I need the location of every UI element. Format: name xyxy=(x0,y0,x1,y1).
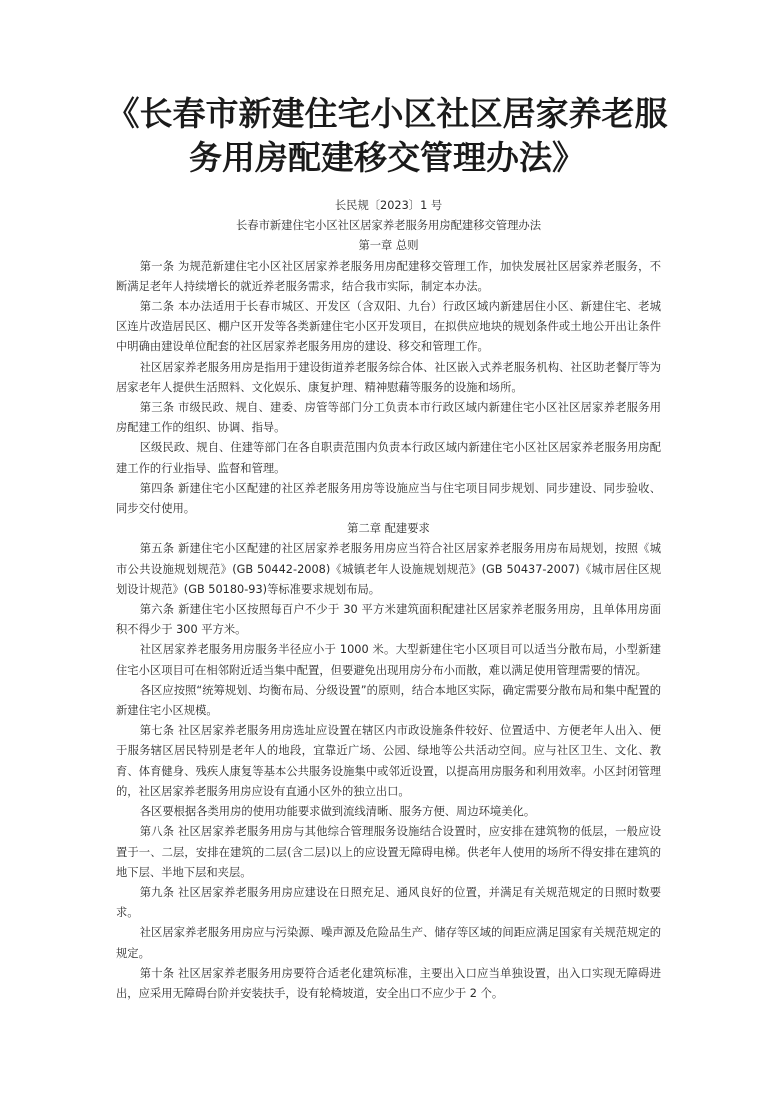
document-number: 长民规〔2023〕1 号 xyxy=(334,199,443,212)
chapter-2-heading: 第二章 配建要求 xyxy=(347,522,430,536)
article-10: 第十条 社区居家养老服务用房要符合适老化建筑标准，主要出入口应当单独设置，出入口实现无障碍进出，应采用无障碍台阶并安装扶手，设有轮椅坡道，安全出口不应少于 2 个。 xyxy=(116,966,661,1000)
article-2-definition: 社区居家养老服务用房是指用于建设街道养老服务综合体、社区嵌入式养老服务机构、社区助老餐厅等为居家老年人提供生活照料、文化娱乐、康复护理、精神慰藉等服务的设施和场所。 xyxy=(116,360,661,394)
article-2: 第二条 本办法适用于长春市城区、开发区（含双阳、九台）行政区域内新建居住小区、新建住宅、老城区连片改造居民区、棚户区开发等各类新建住宅小区开发项目，在拟供应地块的规划条件或土地公开出让条件中明确由建设单位配套的社区居家养老服务用房的建设、移交和管理工作。 xyxy=(116,300,661,354)
article-3-district: 区级民政、规自、住建等部门在各自职责范围内负责本行政区域内新建住宅小区社区居家养老服务用房配建工作的行业指导、监督和管理。 xyxy=(116,441,661,475)
article-7: 第七条 社区居家养老服务用房选址应设置在辖区内市政设施条件较好、位置适中、方便老年人出入、便于服务辖区居民特别是老年人的地段，宜靠近广场、公园、绿地等公共活动空间。应与社区卫生、文化、教育、体育健身、残疾人康复等基本公共服务设施集中或邻近设置，以提高用房服务和利用效率。小区封闭管理的，社区居家养老服务用房应设有直通小区外的独立出口。 xyxy=(116,724,661,798)
document-title: 《长春市新建住宅小区社区居家养老服务用房配建移交管理办法》 xyxy=(106,94,668,177)
article-3: 第三条 市级民政、规自、建委、房管等部门分工负责本市行政区域内新建住宅小区社区居家养老服务用房配建工作的组织、协调、指导。 xyxy=(116,401,661,435)
article-7-function: 各区要根据各类用房的使用功能要求做到流线清晰、服务方便、周边环境美化。 xyxy=(139,805,536,819)
article-6-principle: 各区应按照“统筹规划、均衡布局、分级设置”的原则，结合本地区实际，确定需要分散布局和集中配置的新建住宅小区规模。 xyxy=(116,683,661,718)
article-6-radius: 社区居家养老服务用房服务半径应小于 1000 米。大型新建住宅小区项目可以适当分散布局，小型新建住宅小区项目可在相邻附近适当集中配置，但要避免出现用房分布小而散，难以满足使用管理需要的情况。 xyxy=(116,643,661,677)
article-4: 第四条 新建住宅小区配建的社区养老服务用房等设施应当与住宅项目同步规划、同步建设、同步验收、同步交付使用。 xyxy=(116,481,661,516)
article-1: 第一条 为规范新建住宅小区社区居家养老服务用房配建移交管理工作，加快发展社区居家养老服务，不断满足老年人持续增长的就近养老服务需求，结合我市实际，制定本办法。 xyxy=(116,259,661,293)
article-5: 第五条 新建住宅小区配建的社区居家养老服务用房应当符合社区居家养老服务用房布局规划，按照《城市公共设施规划规范》(GB 50442-2008)《城镇老年人设施规划规范》(GB 50437-2007)《城市居住区规划设计规范》(GB 50180-93)等标准要求规划布局。 xyxy=(116,542,661,596)
document-subtitle: 长春市新建住宅小区社区居家养老服务用房配建移交管理办法 xyxy=(235,219,542,233)
article-9-distance: 社区居家养老服务用房应与污染源、噪声源及危险品生产、储存等区域的间距应满足国家有关规范规定的规定。 xyxy=(116,926,661,960)
article-9: 第九条 社区居家养老服务用房应建设在日照充足、通风良好的位置，并满足有关规范规定的日照时数要求。 xyxy=(116,885,661,920)
chapter-1-heading: 第一章 总则 xyxy=(358,239,419,253)
document-body xyxy=(116,196,661,1004)
article-6: 第六条 新建住宅小区按照每百户不少于 30 平方米建筑面积配建社区居家养老服务用房，且单体用房面积不得少于 300 平方米。 xyxy=(116,603,661,637)
article-8: 第八条 社区居家养老服务用房与其他综合管理服务设施结合设置时，应安排在建筑物的低层，一般应设置于一、二层，安排在建筑的二层(含二层)以上的应设置无障碍电梯。供老年人使用的场所不得安排在建筑的地下层、半地下层和夹层。 xyxy=(116,825,661,879)
